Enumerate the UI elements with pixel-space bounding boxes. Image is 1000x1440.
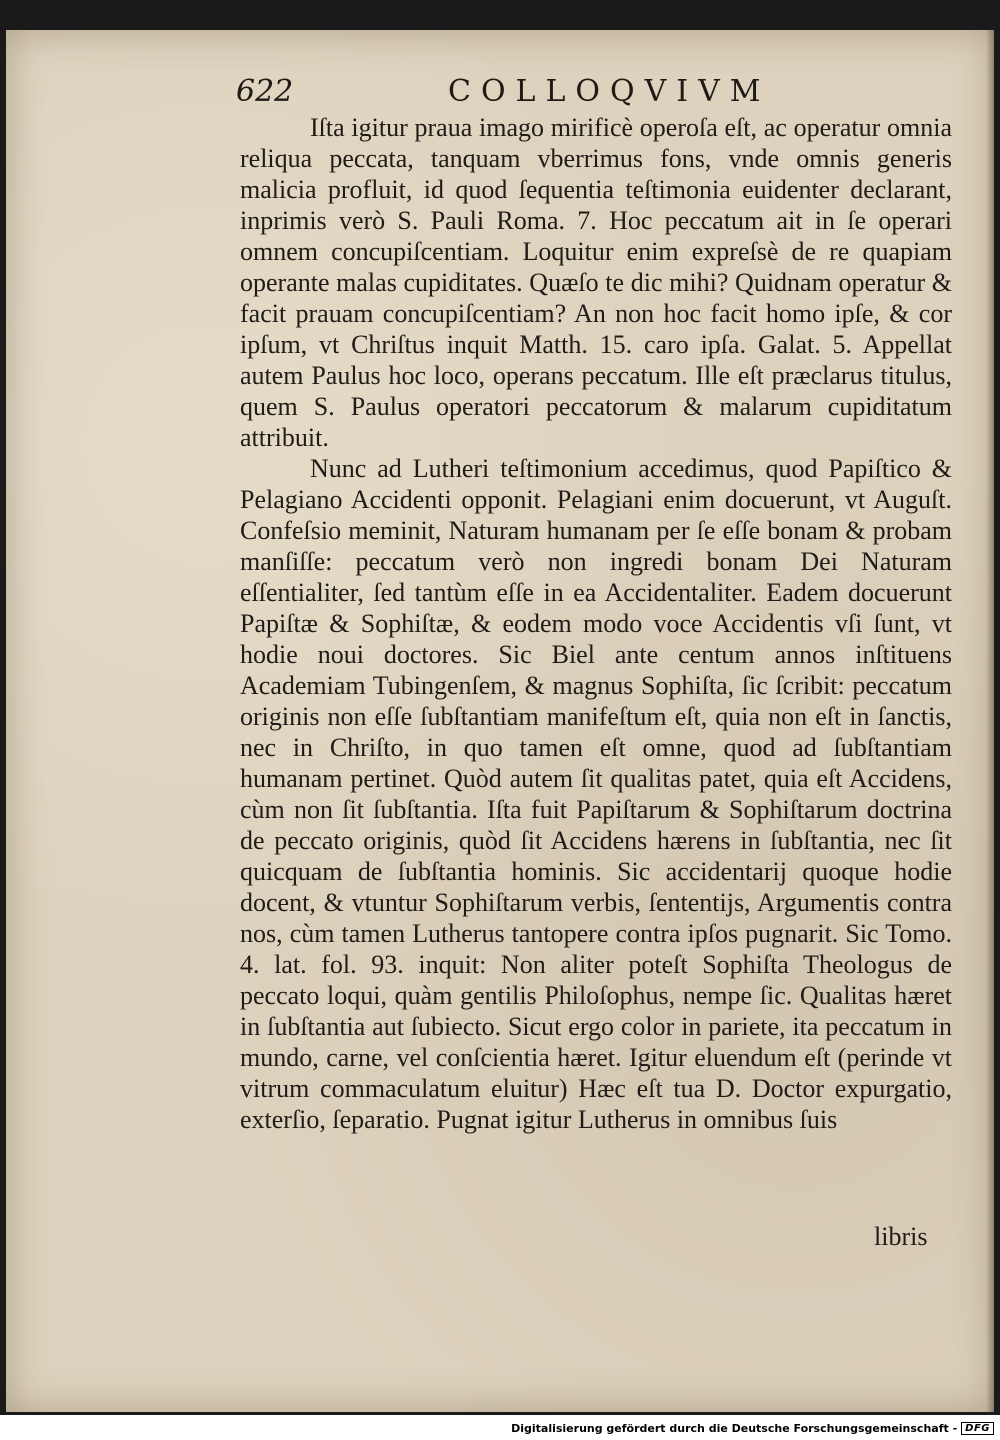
page-edge-shadow (986, 30, 994, 1412)
paragraph-1: Iſta igitur praua imago mirificè operoſa eſt, ac operatur omnia reliqua peccata, tanquam vberrimus fons, vnde omnis generis malicia profluit, id quod ſequentia teſtimonia euidenter declarant, inprimis verò S. Pauli Roma. 7. Hoc peccatum ait in ſe operari omnem concupiſcentiam. Loquitur enim expreſsè de re quapiam operante malas cupiditates. Quæſo te dic mihi? Quidnam operatur & facit prauam concupiſcentiam? An non hoc facit homo ipſe, & cor ipſum, vt Chriſtus inquit Matth. 15. caro ipſa. Galat. 5. Appellat autem Paulus hoc loco, operans peccatum. Ille eſt præclarus titulus, quem S. Paulus operatori peccatorum & malarum cupiditatum attribuit. (240, 113, 952, 452)
digitization-footer (511, 1418, 994, 1438)
dfg-logo: DFG (961, 1422, 994, 1435)
body-text (240, 112, 952, 1135)
page-number: 622 (236, 74, 294, 109)
running-title: COLLOQVIVM (448, 74, 771, 109)
paragraph-2: Nunc ad Lutheri teſtimonium accedimus, quod Papiſtico & Pelagiano Accidenti opponit. Pelagiani enim docuerunt, vt Auguſt. Confeſsio meminit, Naturam humanam per ſe eſſe bonam & probam manſiſſe: peccatum verò non ingredi bonam Dei Naturam eſſentialiter, ſed tantùm eſſe in ea Accidentaliter. Eadem docuerunt Papiſtæ & Sophiſtæ, & eodem modo voce Accidentis vſi ſunt, vt hodie noui doctores. Sic Biel ante centum annos inſtituens Academiam Tubingenſem, & magnus Sophiſta, ſic ſcribit: peccatum originis non eſſe ſubſtantiam manifeſtum eſt, quia non eſt in ſanctis, nec in Chriſto, in quo tamen eſt omne, quod ad ſubſtantiam humanam pertinet. Quòd autem ſit qualitas patet, quia eſt Accidens, cùm non ſit ſubſtantia. Iſta fuit Papiſtarum & Sophiſtarum doctrina de peccato originis, quòd ſit Accidens hærens in ſubſtantia, nec ſit quicquam de ſubſtantia hominis. Sic accidentarij quoque hodie docent, & vtuntur Sophiſtarum verbis, ſententijs, Argumentis contra nos, cùm tamen Lutherus tantopere contra ipſos pugnarit. Sic Tomo. 4. lat. fol. 93. inquit: Non aliter poteſt Sophiſta Theologus de peccato loqui, quàm gentilis Philoſophus, nempe ſic. Qualitas hæret in ſubſtantia aut ſubiecto. Sicut ergo color in pariete, ita peccatum in mundo, carne, vel conſcientia hæret. Igitur eluendum eſt (perinde vt vitrum commaculatum eluitur) Hæc eſt tua D. Doctor expurgatio, exterſio, ſeparatio. Pugnat igitur Lutherus in omnibus ſuis (240, 454, 952, 1134)
catchword: libris (874, 1222, 928, 1251)
funding-credit: Digitalisierung gefördert durch die Deutsche Forschungsgemeinschaft - (511, 1421, 958, 1435)
page-header (236, 74, 836, 114)
